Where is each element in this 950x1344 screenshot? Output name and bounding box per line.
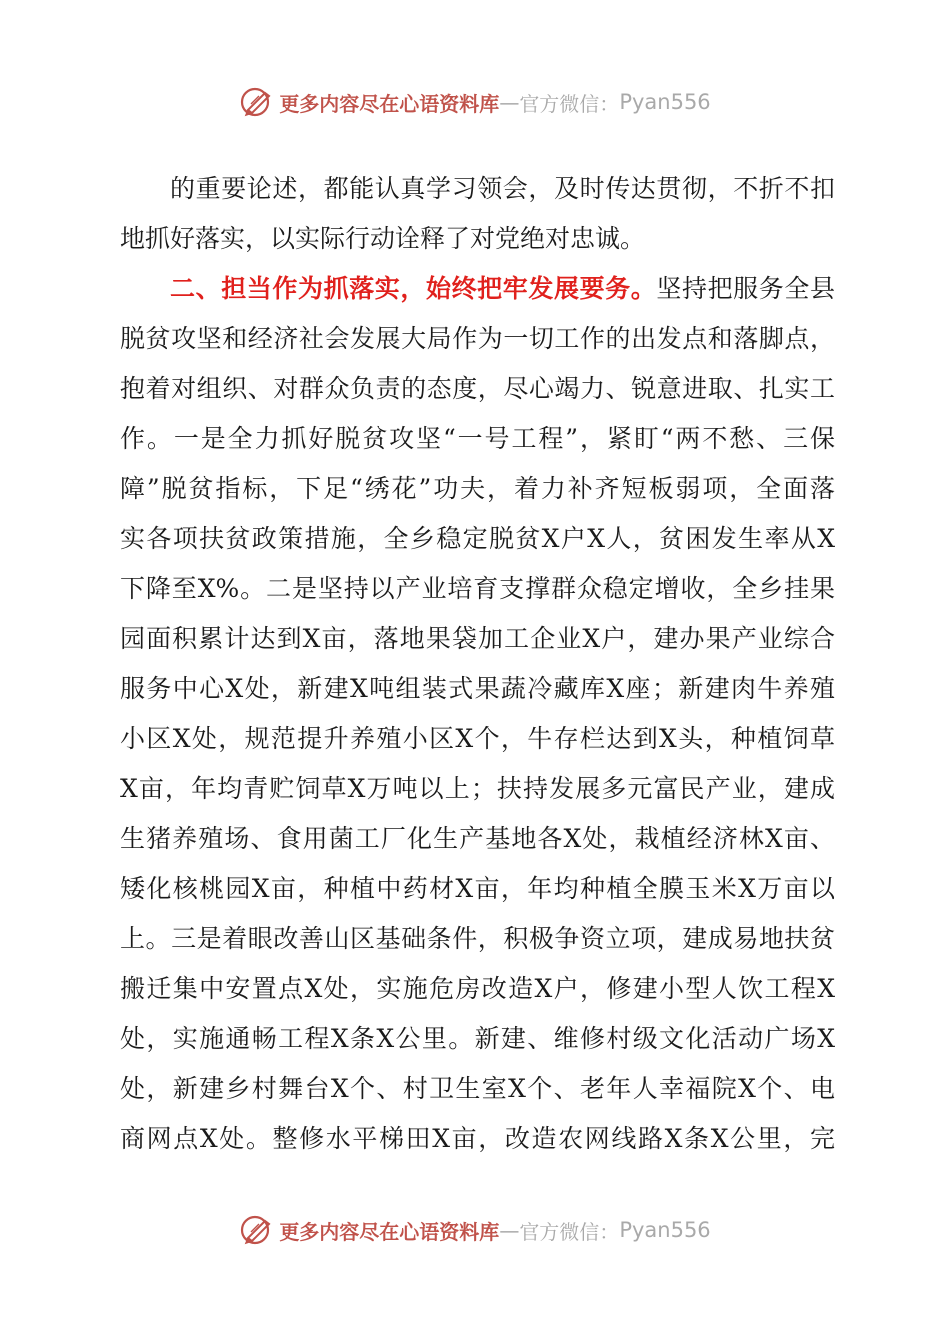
para2-line: 脱贫攻坚和经济社会发展大局作为一切工作的出发点和落脚点， — [120, 324, 835, 353]
pen-logo-icon — [239, 84, 275, 120]
para2-line: 小区X处，规范提升养殖小区X个，牛存栏达到X头，种植饲草 — [120, 724, 835, 753]
para2-line: 抱着对组织、对群众负责的态度，尽心竭力、锐意进取、扎实工 — [120, 374, 835, 403]
banner-wechat-label: 官方微信： — [519, 91, 620, 116]
para2-line: 服务中心X处，新建X吨组装式果蔬冷藏库X座；新建肉牛养殖 — [120, 674, 835, 703]
para2-line: 矮化核桃园X亩，种植中药材X亩，年均种植全膜玉米X万亩以 — [120, 874, 835, 903]
banner-wechat-label: 官方微信： — [519, 1219, 620, 1244]
banner-wechat-id: Pyan556 — [619, 1218, 711, 1242]
para2-line: 上。三是着眼改善山区基础条件，积极争资立项，建成易地扶贫 — [120, 924, 835, 953]
header-banner — [0, 80, 950, 124]
banner-separator: — — [499, 90, 520, 114]
para2-line: 商网点X处。整修水平梯田X亩，改造农网线路X条X公里，完 — [120, 1124, 835, 1153]
para1-line-2: 地抓好落实，以实际行动诠释了对党绝对忠诚。 — [120, 224, 646, 253]
footer-banner — [0, 1208, 950, 1252]
para2-line: 处，实施通畅工程X条X公里。新建、维修村级文化活动广场X — [120, 1024, 835, 1053]
banner-wechat-id: Pyan556 — [619, 90, 711, 114]
para2-line: 作。一是全力抓好脱贫攻坚“一号工程”，紧盯“两不愁、三保 — [120, 424, 835, 453]
para2-line: 搬迁集中安置点X处，实施危房改造X户，修建小型人饮工程X — [120, 974, 835, 1003]
para2-line: 障”脱贫指标，下足“绣花”功夫，着力补齐短板弱项，全面落 — [120, 474, 835, 503]
banner-brand-text: 更多内容尽在心语资料库 — [279, 1219, 500, 1244]
para2-line: X亩，年均青贮饲草X万吨以上；扶持发展多元富民产业，建成 — [120, 774, 835, 803]
para2-line: 园面积累计达到X亩，落地果袋加工企业X户，建办果产业综合 — [120, 624, 835, 653]
pen-logo-icon — [239, 1212, 275, 1248]
section-heading-line — [170, 264, 835, 314]
banner-brand-text: 更多内容尽在心语资料库 — [279, 91, 500, 116]
para2-line: 实各项扶贫政策措施，全乡稳定脱贫X户X人，贫困发生率从X — [120, 524, 835, 553]
para2-line: 下降至X%。二是坚持以产业培育支撑群众稳定增收，全乡挂果 — [120, 574, 835, 603]
para2-line: 处，新建乡村舞台X个、村卫生室X个、老年人幸福院X个、电 — [120, 1074, 835, 1103]
para1-line-1: 的重要论述，都能认真学习领会，及时传达贯彻，不折不扣 — [170, 174, 835, 203]
banner-separator: — — [499, 1218, 520, 1242]
section-heading-tail: 坚持把服务全县 — [656, 274, 835, 303]
section-heading: 二、担当作为抓落实，始终把牢发展要务。 — [170, 274, 657, 303]
para2-line: 生猪养殖场、食用菌工厂化生产基地各X处，栽植经济林X亩、 — [120, 824, 835, 853]
